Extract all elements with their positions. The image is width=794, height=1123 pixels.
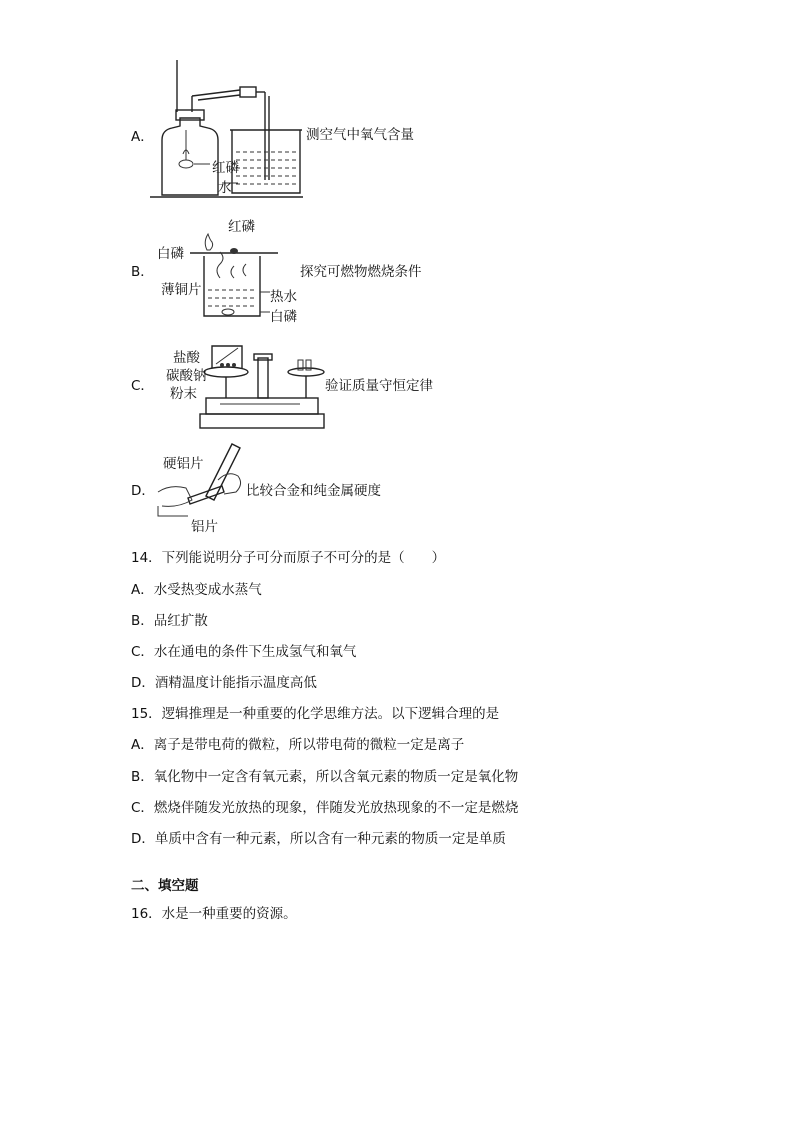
option-c-apparatus-diagram [200,338,325,433]
option-b-label-white-phosphorus-top: 白磷 [157,246,184,262]
option-a-caption: 测空气中氧气含量 [306,127,414,143]
option-d-letter: D． [131,483,155,499]
question-16-stem: 16．水是一种重要的资源。 [131,906,297,922]
option-b-apparatus-diagram [190,228,280,323]
option-b-label-red-phosphorus: 红磷 [228,219,255,235]
question-15-option-b: B．氧化物中一定含有氧元素，所以含氧元素的物质一定是氧化物 [131,769,519,785]
option-c-caption: 验证质量守恒定律 [325,378,433,394]
question-15-option-c: C．燃烧伴随发光放热的现象，伴随发光放热现象的不一定是燃烧 [131,800,519,816]
option-b-label-copper-sheet: 薄铜片 [161,282,202,298]
section-heading-fill-in-blank: 二、填空题 [131,878,199,894]
option-a-label-red-phosphorus: 红磷 [212,160,239,176]
option-c-label-hydrochloric-acid: 盐酸 [173,350,200,366]
option-a-label-water: 水 [218,180,232,196]
question-15-option-d: D．单质中含有一种元素，所以含有一种元素的物质一定是单质 [131,831,506,847]
question-14-option-d: D．酒精温度计能指示温度高低 [131,675,317,691]
option-c-label-powder: 粉末 [170,386,197,402]
option-b-caption: 探究可燃物燃烧条件 [300,264,422,280]
option-b-label-hot-water: 热水 [270,289,297,305]
option-d-label-aluminum-sheet: 铝片 [191,519,218,535]
question-14-stem: 14．下列能说明分子可分而原子不可分的是（ ） [131,550,446,566]
question-15-stem: 15．逻辑推理是一种重要的化学思维方法。以下逻辑合理的是 [131,706,500,722]
option-a-letter: A． [131,129,154,145]
option-c-letter: C． [131,378,154,394]
question-15-option-a: A．离子是带电荷的微粒，所以带电荷的微粒一定是离子 [131,737,465,753]
option-d-label-hard-aluminum-sheet: 硬铝片 [163,456,204,472]
question-14-option-c: C．水在通电的条件下生成氢气和氧气 [131,644,357,660]
option-d-caption: 比较合金和纯金属硬度 [246,483,381,499]
question-14-option-b: B．品红扩散 [131,613,208,629]
question-14-option-a: A．水受热变成水蒸气 [131,582,262,598]
option-b-label-white-phosphorus-bottom: 白磷 [270,309,297,325]
option-b-letter: B． [131,264,154,280]
option-c-label-sodium-carbonate: 碳酸钠 [166,368,207,384]
